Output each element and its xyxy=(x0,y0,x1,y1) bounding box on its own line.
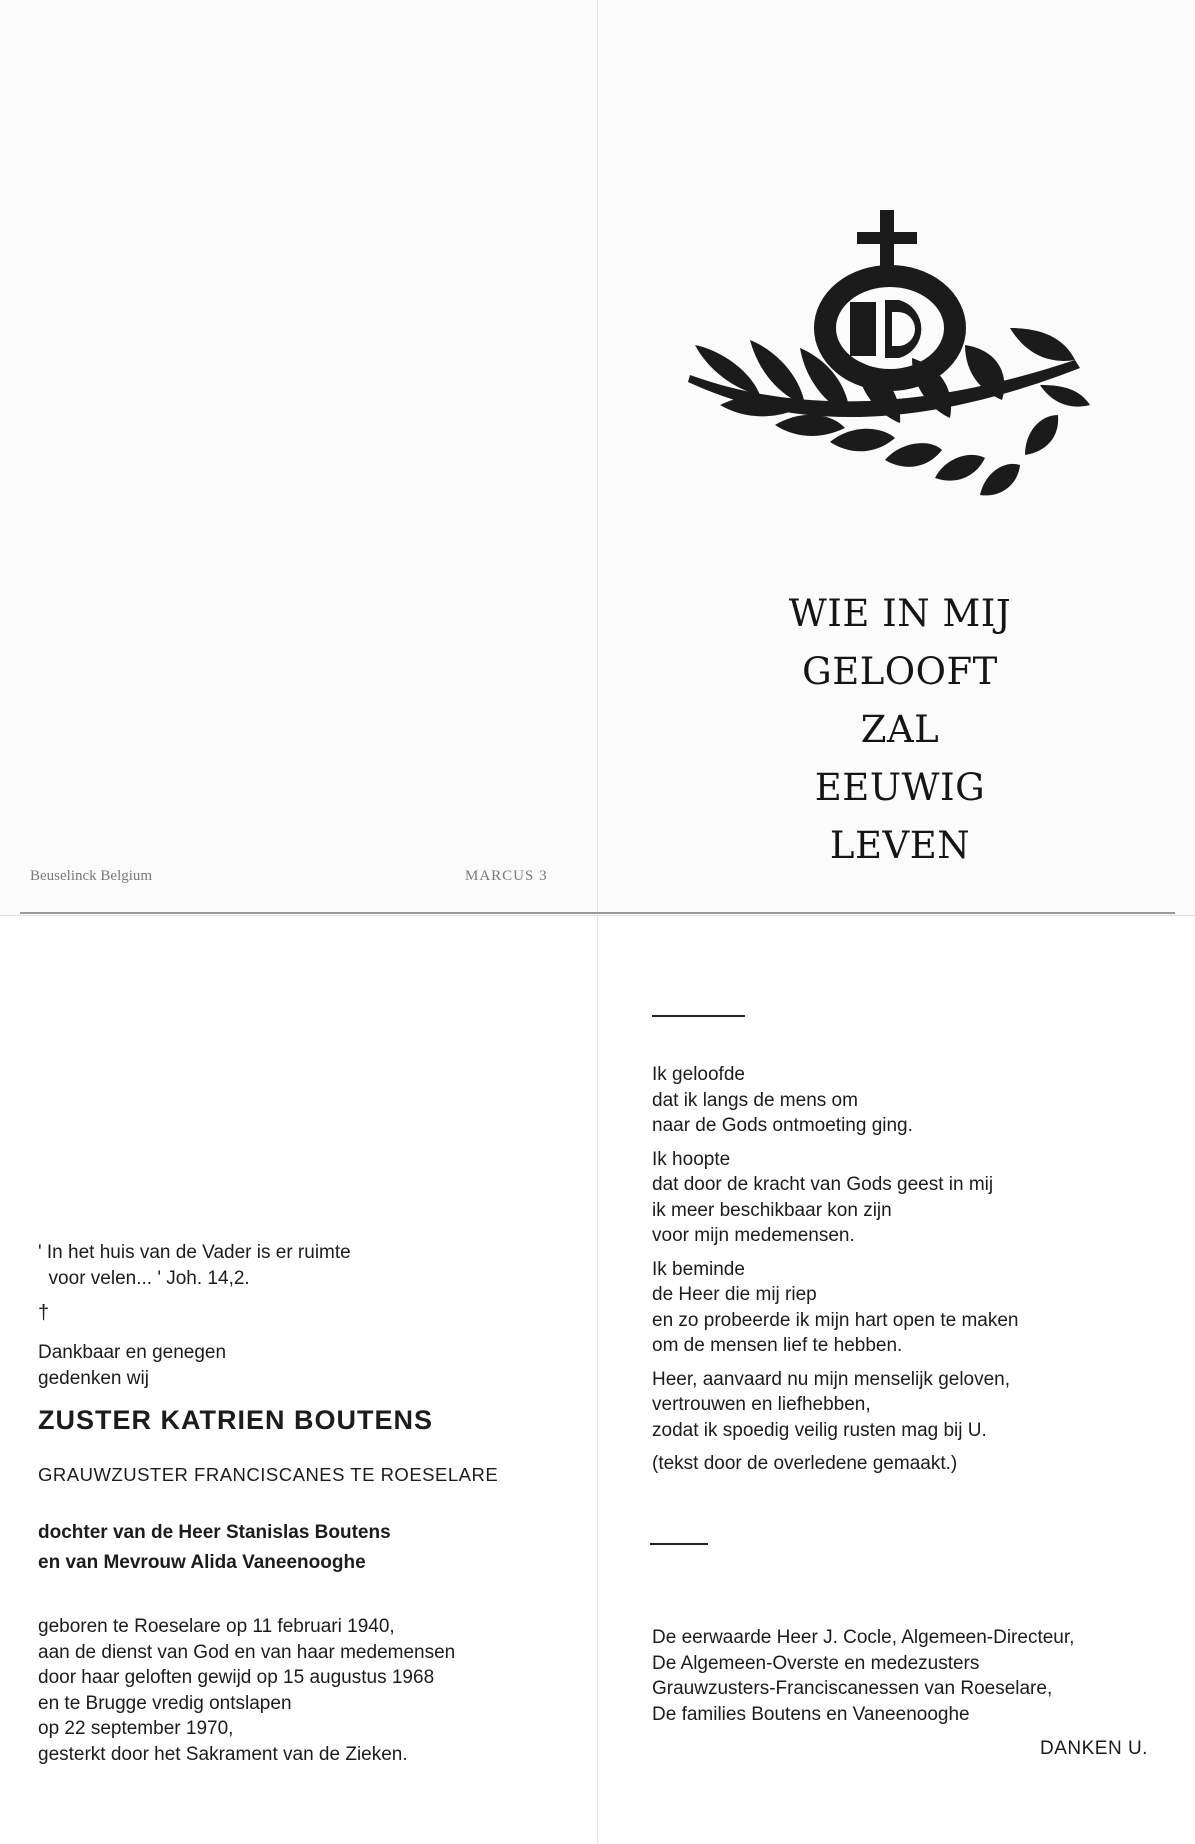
motto-line: ZAL xyxy=(860,708,940,751)
intro-text xyxy=(38,1340,226,1392)
deceased-name: ZUSTER KATRIEN BOUTENS xyxy=(38,1405,434,1435)
motto-line: EEUWIG xyxy=(814,766,986,809)
poem-stanza xyxy=(652,1147,1019,1249)
motto-line: LEVEN xyxy=(829,824,971,867)
divider-rule xyxy=(652,1015,745,1017)
poem-line: Ik beminde xyxy=(652,1258,745,1280)
horizontal-fold-line xyxy=(20,912,1175,914)
religious-order: GRAUWZUSTER FRANCISCANES TE ROESELARE xyxy=(38,1464,499,1485)
poem-attribution: (tekst door de overledene gemaakt.) xyxy=(652,1453,958,1474)
poem-stanza xyxy=(652,1367,1019,1444)
poem-stanza xyxy=(652,1451,1019,1477)
thanks-line: De eerwaarde Heer J. Cocle, Algemeen-Directeur, xyxy=(652,1627,1075,1648)
printer-imprint: Beuselinck Belgium xyxy=(30,868,153,884)
thanks-line: De Algemeen-Overste en medezusters xyxy=(652,1652,980,1674)
poem-line: om de mensen lief te hebben. xyxy=(652,1335,903,1356)
biography-text xyxy=(38,1614,455,1767)
poem-line: dat door de kracht van Gods geest in mij xyxy=(652,1174,994,1195)
parents-line: dochter van de Heer Stanislas Boutens xyxy=(38,1522,391,1543)
intro-line: Dankbaar en genegen xyxy=(38,1342,227,1363)
parents-text xyxy=(38,1518,391,1578)
thanks-line: De families Boutens en Vaneenooghe xyxy=(652,1703,970,1725)
poem-line: voor mijn medemensen. xyxy=(652,1225,855,1246)
cross-icon: † xyxy=(38,1302,50,1324)
cross-monogram-palm-branch-icon xyxy=(680,210,1100,530)
page-divider xyxy=(0,915,1195,916)
poem-line: Ik geloofde xyxy=(652,1064,745,1085)
motto-line: GELOOFT xyxy=(802,650,998,693)
parents-line: en van Mevrouw Alida Vaneenooghe xyxy=(38,1552,366,1573)
poem-line: zodat ik spoedig veilig rusten mag bij U. xyxy=(652,1419,987,1441)
poem-line: en zo probeerde ik mijn hart open te maken xyxy=(652,1309,1019,1331)
thanks-text xyxy=(652,1625,1074,1727)
divider-rule xyxy=(650,1543,708,1545)
poem-line: ik meer beschikbaar kon zijn xyxy=(652,1199,892,1221)
intro-line: gedenken wij xyxy=(38,1368,149,1389)
poem-line: vertrouwen en liefhebben, xyxy=(652,1394,871,1415)
thanks-line: Grauwzusters-Franciscanessen van Roeselare, xyxy=(652,1678,1053,1699)
bio-line: op 22 september 1970, xyxy=(38,1718,234,1739)
poem-line: Heer, aanvaard nu mijn menselijk geloven, xyxy=(652,1368,1011,1390)
poem-stanza xyxy=(652,1062,1019,1139)
poem-line: Ik hoopte xyxy=(652,1148,731,1170)
poem xyxy=(652,1062,1019,1485)
danken-closing: DANKEN U. xyxy=(1040,1738,1148,1759)
quote-line: ' In het huis van de Vader is er ruimte xyxy=(38,1242,351,1263)
bio-line: aan de dienst van God en van haar medemensen xyxy=(38,1641,456,1663)
scripture-quote xyxy=(38,1240,351,1292)
bio-line: geboren te Roeselare op 11 februari 1940, xyxy=(38,1616,395,1637)
poem-line: naar de Gods ontmoeting ging. xyxy=(652,1115,913,1136)
bio-line: door haar geloften gewijd op 15 augustus 1968 xyxy=(38,1667,435,1688)
bio-line: en te Brugge vredig ontslapen xyxy=(38,1692,292,1714)
poem-stanza xyxy=(652,1257,1019,1359)
poem-line: de Heer die mij riep xyxy=(652,1284,817,1305)
poem-line: dat ik langs de mens om xyxy=(652,1089,858,1111)
motto xyxy=(780,585,1020,875)
quote-line: voor velen... ' Joh. 14,2. xyxy=(38,1268,250,1289)
bible-reference: MARCUS 3 xyxy=(465,868,548,884)
motto-line: WIE IN MIJ xyxy=(788,592,1012,635)
bio-line: gesterkt door het Sakrament van de Zieken. xyxy=(38,1743,408,1765)
vertical-fold-line xyxy=(597,0,598,1844)
